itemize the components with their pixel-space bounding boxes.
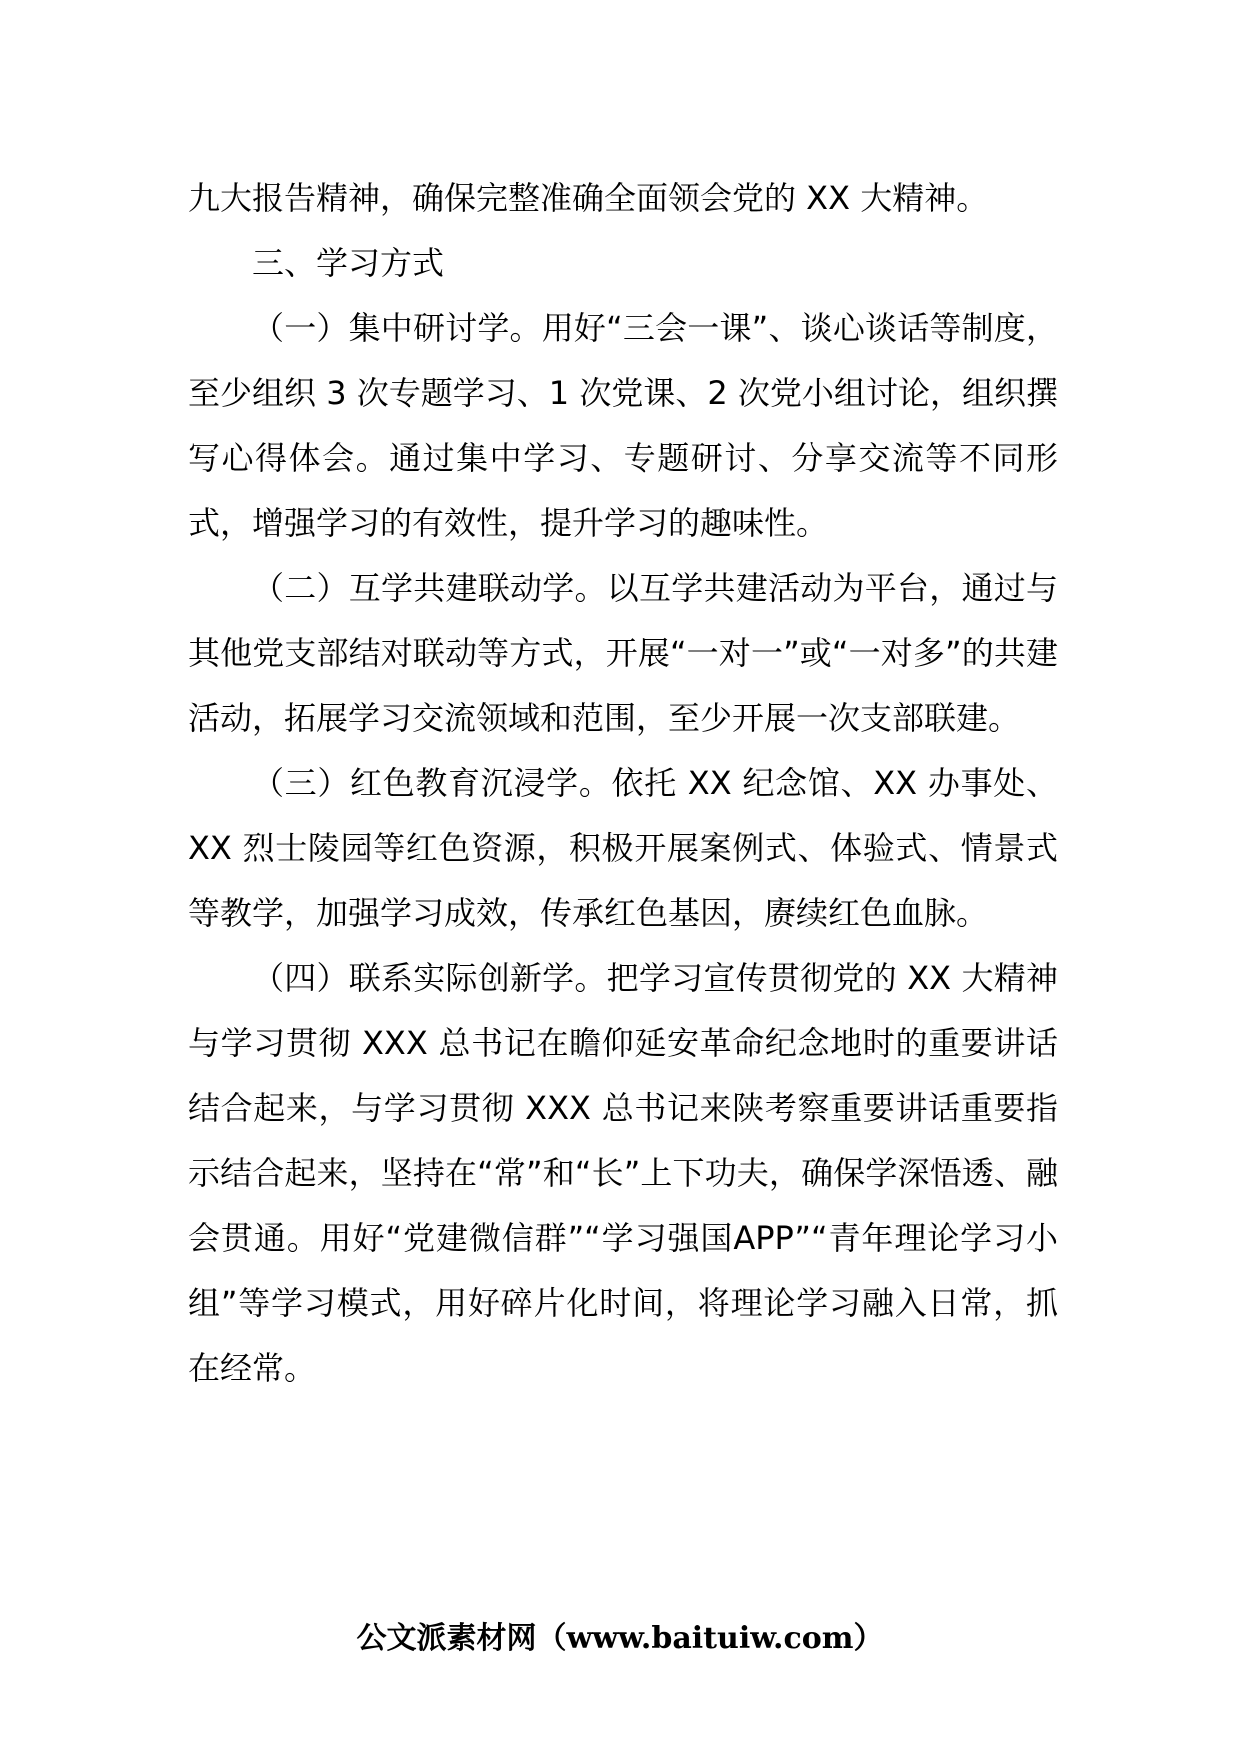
paragraph-continuation: 九大报告精神，确保完整准确全面领会党的 XX 大精神。	[188, 179, 989, 217]
paragraph-item-3: （三）红色教育沉浸学。依托 XX 纪念馆、XX 办事处、XX 烈士陵园等红色资源，积极开展案例式、体验式、情景式等教学，加强学习成效，传承红色基因，赓续红色血脉。	[188, 764, 1058, 932]
footer-watermark-text: 公文派素材网（www.baituiw.com）	[356, 1621, 884, 1656]
document-body	[188, 166, 1058, 1401]
paragraph-item-2: （二）互学共建联动学。以互学共建活动为平台，通过与其他党支部结对联动等方式，开展“一对一”或“一对多”的共建活动，拓展学习交流领域和范围，至少开展一次支部联建。	[188, 569, 1058, 737]
section-heading: 三、学习方式	[252, 244, 445, 282]
paragraph-item-1: （一）集中研讨学。用好“三会一课”、谈心谈话等制度，至少组织 3 次专题学习、1 次党课、2 次党小组讨论，组织撰写心得体会。通过集中学习、专题研讨、分享交流等不同形式，增强学习的有效性，提升学习的趣味性。	[188, 309, 1058, 542]
paragraph-item-4: （四）联系实际创新学。把学习宣传贯彻党的 XX 大精神与学习贯彻 XXX 总书记在瞻仰延安革命纪念地时的重要讲话结合起来，与学习贯彻 XXX 总书记来陕考察重要讲话重要指示结合起来，坚持在“常”和“长”上下功夫，确保学深悟透、融会贯通。用好“党建微信群”“学习强国APP”“青年理论学习小组”等学习模式，用好碎片化时间，将理论学习融入日常，抓在经常。	[188, 959, 1058, 1387]
